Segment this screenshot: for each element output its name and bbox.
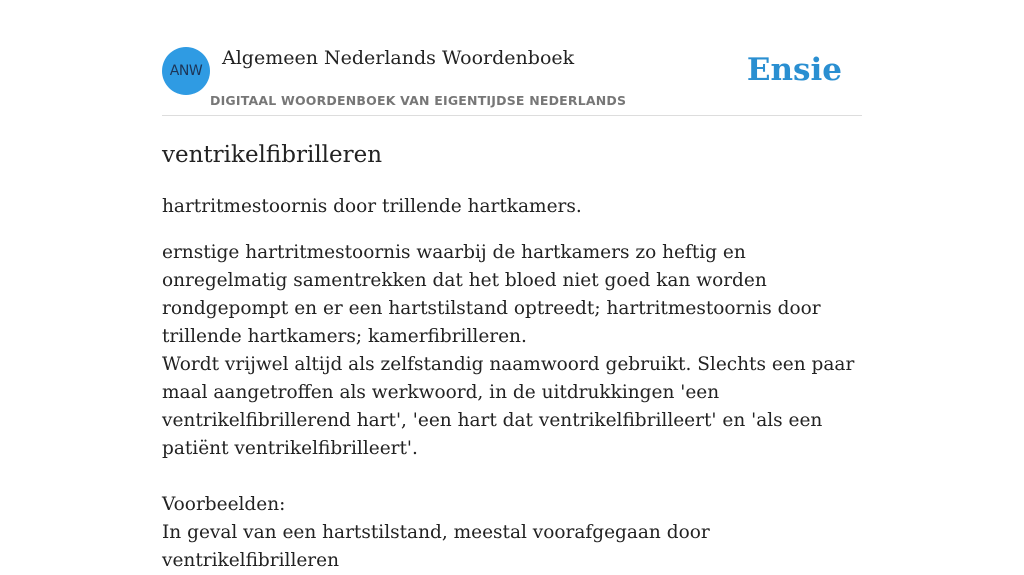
entry-headword: ventrikelfibrilleren xyxy=(162,142,383,168)
entry-body xyxy=(162,239,862,575)
usage-note: Wordt vrijwel altijd als zelfstandig naamwoord gebruikt. Slechts een paar maal aangetroffen als werkwoord, in de uitdrukkingen 'een ventrikelfibrillerend hart', 'een hart dat ventrikelfibrilleert' en 'als een patiënt ventrikelfibrilleert'. xyxy=(162,354,855,459)
short-definition: hartritmestoornis door trillende hartkamers. xyxy=(162,196,582,217)
long-definition: ernstige hartritmestoornis waarbij de hartkamers zo heftig en onregelmatig samentrekken dat het bloed niet goed kan worden rondgepompt en er een hartstilstand optreedt; hartritmestoornis door trillende hartkamers; kamerfibrilleren. xyxy=(162,242,821,347)
examples-label: Voorbeelden: xyxy=(162,494,286,515)
example-item: In geval van een hartstilstand, meestal voorafgegaan door ventrikelfibrilleren xyxy=(162,522,710,571)
anw-logo[interactable]: ANW xyxy=(162,47,210,95)
ensie-brand-logo[interactable]: Ensie xyxy=(746,52,842,88)
site-subtitle: DIGITAAL WOORDENBOEK VAN EIGENTIJDSE NEDERLANDS xyxy=(210,93,627,108)
header-divider xyxy=(162,115,862,116)
site-title[interactable]: Algemeen Nederlands Woordenboek xyxy=(222,47,575,69)
spacer xyxy=(162,463,862,491)
